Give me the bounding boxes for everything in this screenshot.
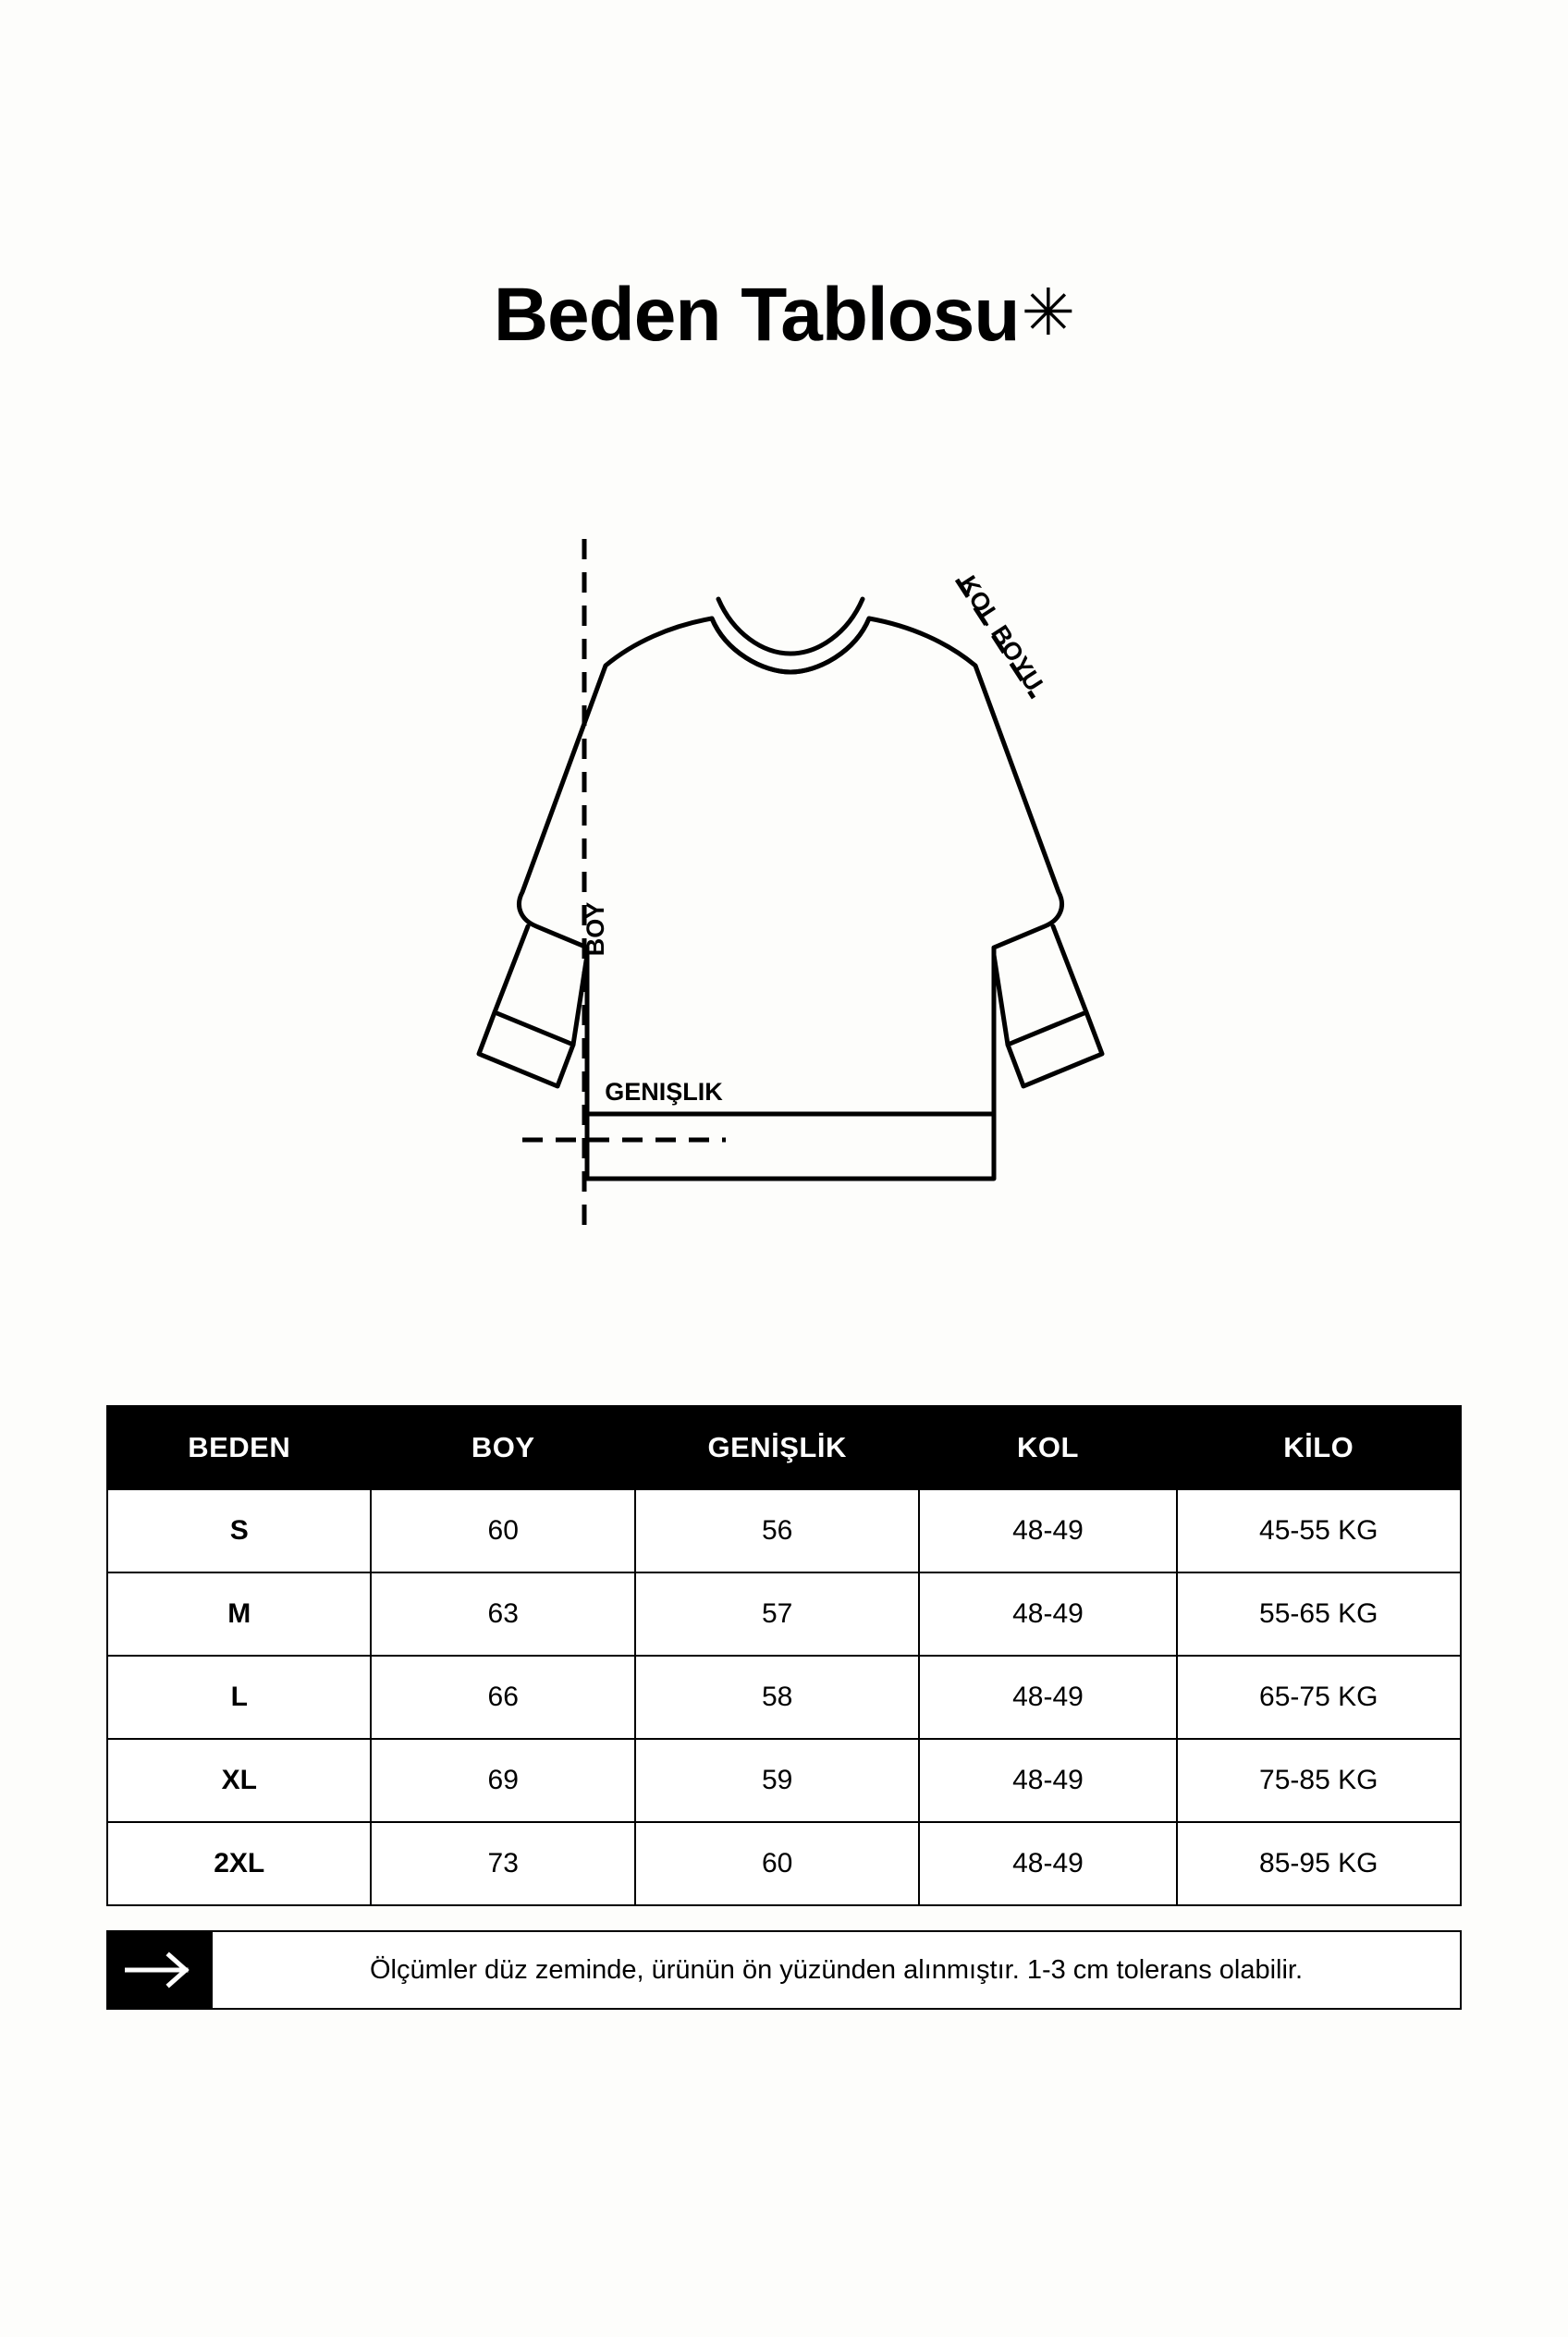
table-row [107, 1656, 1461, 1739]
cell-genislik: 60 [635, 1822, 919, 1905]
cell-size: L [107, 1656, 371, 1739]
cell-boy: 73 [371, 1822, 634, 1905]
size-table [106, 1405, 1462, 1906]
cell-size: XL [107, 1739, 371, 1822]
column-header-genislik: GENİŞLİK [635, 1406, 919, 1489]
asterisk-icon: ✳ [1021, 276, 1075, 349]
column-header-beden: BEDEN [107, 1406, 371, 1489]
cell-size: S [107, 1489, 371, 1572]
cell-kol: 48-49 [919, 1822, 1176, 1905]
cell-kilo: 85-95 KG [1177, 1822, 1461, 1905]
note-text: Ölçümler düz zeminde, ürünün ön yüzünden alınmıştır. 1-3 cm tolerans olabilir. [213, 1930, 1462, 2010]
page-title-container [0, 273, 1568, 357]
table-row [107, 1572, 1461, 1656]
cell-kol: 48-49 [919, 1656, 1176, 1739]
cell-kilo: 65-75 KG [1177, 1656, 1461, 1739]
cell-size: 2XL [107, 1822, 371, 1905]
cell-kilo: 45-55 KG [1177, 1489, 1461, 1572]
cell-size: M [107, 1572, 371, 1656]
cell-kilo: 75-85 KG [1177, 1739, 1461, 1822]
illustration-label-genislik: GENIŞLIK [605, 1078, 723, 1106]
table-header-row [107, 1406, 1461, 1489]
sweatshirt-illustration [356, 522, 1123, 1354]
cell-genislik: 59 [635, 1739, 919, 1822]
cell-kol: 48-49 [919, 1489, 1176, 1572]
cell-genislik: 57 [635, 1572, 919, 1656]
cell-boy: 63 [371, 1572, 634, 1656]
column-header-boy: BOY [371, 1406, 634, 1489]
column-header-kilo: KİLO [1177, 1406, 1461, 1489]
table-row [107, 1489, 1461, 1572]
illustration-label-kol-boyu: KOL BOYU [953, 570, 1048, 696]
column-header-kol: KOL [919, 1406, 1176, 1489]
table-row [107, 1739, 1461, 1822]
cell-boy: 69 [371, 1739, 634, 1822]
illustration-label-boy: BOY [582, 901, 609, 957]
cell-kol: 48-49 [919, 1739, 1176, 1822]
cell-kilo: 55-65 KG [1177, 1572, 1461, 1656]
cell-genislik: 56 [635, 1489, 919, 1572]
page-title [493, 273, 1075, 357]
page-title-text: Beden Tablosu [493, 273, 1020, 357]
cell-boy: 60 [371, 1489, 634, 1572]
note-row [106, 1930, 1462, 2010]
cell-kol: 48-49 [919, 1572, 1176, 1656]
cell-genislik: 58 [635, 1656, 919, 1739]
cell-boy: 66 [371, 1656, 634, 1739]
arrow-right-icon [106, 1930, 213, 2010]
table-row [107, 1822, 1461, 1905]
